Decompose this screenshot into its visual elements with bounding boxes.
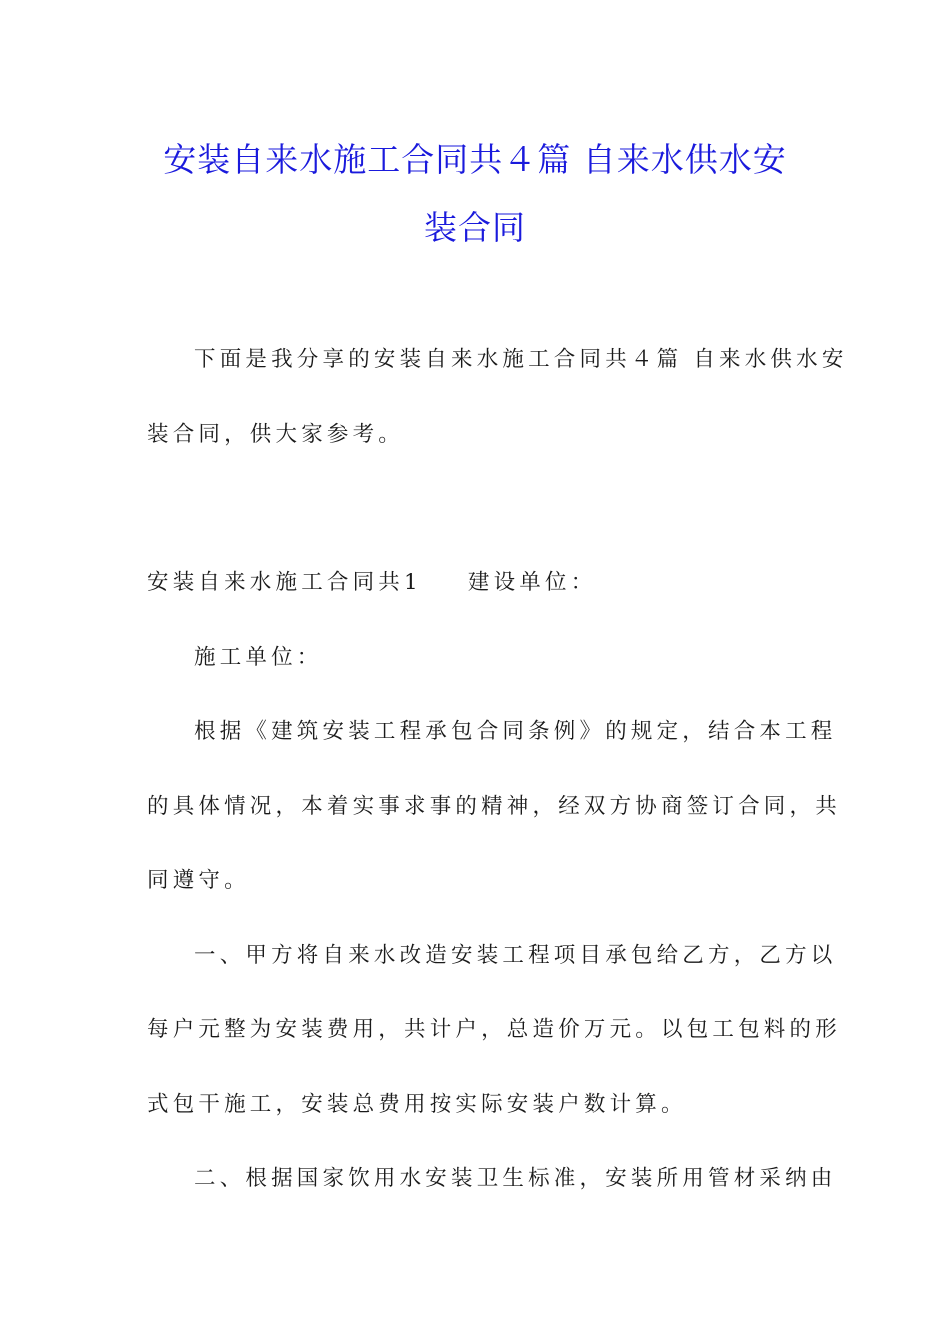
paragraph-2-line-3: 式包干施工，安装总费用按实际安装户数计算。 [147,1092,687,1117]
section-heading: 安装自来水施工合同共1 [147,570,422,595]
intro-line-1: 下面是我分享的安装自来水施工合同共４篇 自来水供水安 [194,347,848,372]
document-title-line-1: 安装自来水施工合同共４篇 自来水供水安 [163,140,787,179]
section-heading-row [147,568,807,598]
paragraph-2-line-1: 一、甲方将自来水改造安装工程项目承包给乙方，乙方以 [194,943,837,968]
party-a-label: 建设单位： [467,570,597,595]
paragraph-3-line-1: 二、根据国家饮用水安装卫生标准，安装所用管材采纳由 [194,1166,837,1191]
paragraph-1-line-2: 的具体情况，本着实事求事的精神，经双方协商签订合同，共 [147,794,841,819]
paragraph-1-line-3: 同遵守。 [147,868,250,893]
paragraph-2-line-2: 每户元整为安装费用，共计户，总造价万元。以包工包料的形 [147,1017,841,1042]
party-b-label: 施工单位： [194,645,323,670]
paragraph-1-line-1: 根据《建筑安装工程承包合同条例》的规定，结合本工程 [194,719,837,744]
intro-line-2: 装合同，供大家参考。 [147,422,405,447]
document-title-line-2: 装合同 [424,208,526,247]
